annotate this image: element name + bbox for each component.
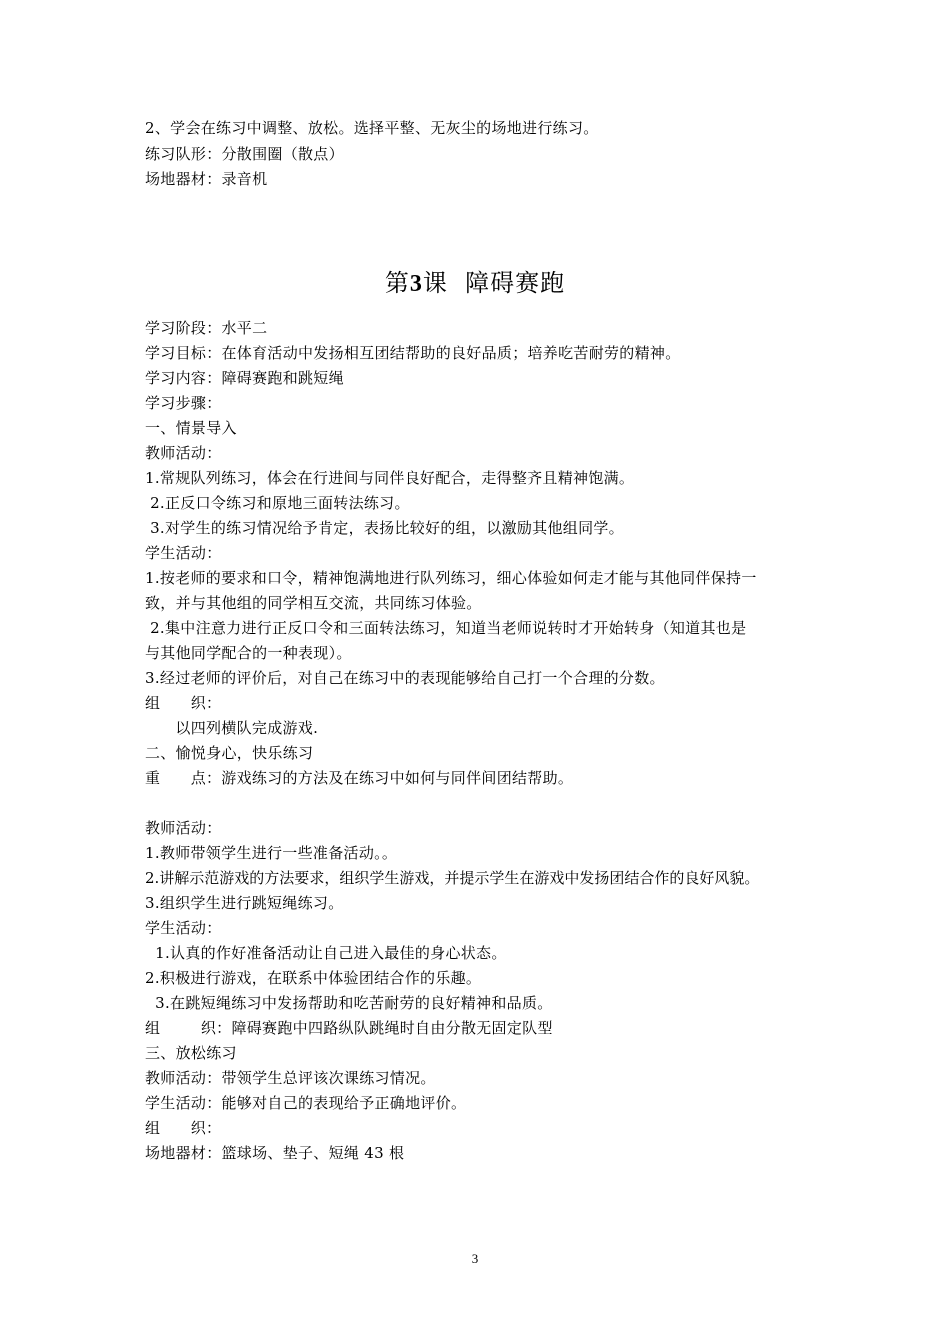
text-line: 3.对学生的练习情况给予肯定，表扬比较好的组，以激励其他组同学。 — [145, 519, 624, 537]
text-line: 致，并与其他组的同学相互交流，共同练习体验。 — [145, 594, 482, 612]
text-line: 2、学会在练习中调整、放松。选择平整、无灰尘的场地进行练习。 — [145, 119, 599, 137]
text-line: 学生活动： — [145, 919, 222, 937]
text-line: 学生活动： — [145, 544, 222, 562]
text-line: 3.在跳短绳练习中发扬帮助和吃苦耐劳的良好精神和品质。 — [145, 994, 553, 1012]
text-line: 教师活动：带领学生总评该次课练习情况。 — [145, 1069, 436, 1087]
lesson-title — [0, 268, 950, 299]
text-line: 重 点：游戏练习的方法及在练习中如何与同伴间团结帮助。 — [145, 769, 574, 787]
text-line: 组 织： — [145, 1119, 222, 1137]
text-line: 2.正反口令练习和原地三面转法练习。 — [145, 494, 410, 512]
text-line: 1.按老师的要求和口令，精神饱满地进行队列练习，细心体验如何走才能与其他同伴保持一 — [145, 569, 757, 587]
text-line: 以四列横队完成游戏. — [145, 719, 319, 737]
text-line: 学习内容：障碍赛跑和跳短绳 — [145, 369, 344, 387]
text-line: 组 织： — [145, 694, 222, 712]
section-heading: 二、愉悦身心，快乐练习 — [145, 744, 314, 762]
title-prefix: 第 — [384, 269, 410, 297]
text-line: 学习阶段：水平二 — [145, 319, 268, 337]
text-line: 教师活动： — [145, 819, 222, 837]
text-line: 1.常规队列练习，体会在行进间与同伴良好配合，走得整齐且精神饱满。 — [145, 469, 635, 487]
title-suffix: 课 障碍赛跑 — [422, 269, 566, 297]
text-line: 学习步骤： — [145, 394, 222, 412]
section-heading: 一、情景导入 — [145, 419, 237, 437]
text-line: 3.组织学生进行跳短绳练习。 — [145, 894, 344, 912]
text-line: 练习队形：分散围圈（散点） — [145, 145, 344, 163]
text-line: 1.认真的作好准备活动让自己进入最佳的身心状态。 — [145, 944, 507, 962]
text-line: 与其他同学配合的一种表现）。 — [145, 644, 352, 662]
text-line: 组 织：障碍赛跑中四路纵队跳绳时自由分散无固定队型 — [145, 1019, 553, 1037]
title-number: 3 — [409, 271, 423, 297]
section-heading: 三、放松练习 — [145, 1044, 237, 1062]
text-line: 1.教师带领学生进行一些准备活动。。 — [145, 844, 398, 862]
text-line: 场地器材：录音机 — [145, 170, 268, 188]
text-line: 学生活动：能够对自己的表现给予正确地评价。 — [145, 1094, 467, 1112]
text-line: 2.讲解示范游戏的方法要求，组织学生游戏，并提示学生在游戏中发扬团结合作的良好风貌。 — [145, 869, 760, 887]
text-line: 3.经过老师的评价后，对自己在练习中的表现能够给自己打一个合理的分数。 — [145, 669, 665, 687]
text-line: 学习目标：在体育活动中发扬相互团结帮助的良好品质；培养吃苦耐劳的精神。 — [145, 344, 681, 362]
text-line: 场地器材：篮球场、垫子、短绳 43 根 — [145, 1144, 405, 1162]
text-line: 2.积极进行游戏，在联系中体验团结合作的乐趣。 — [145, 969, 482, 987]
page-number: 3 — [471, 1251, 479, 1266]
text-line: 教师活动： — [145, 444, 222, 462]
text-line: 2.集中注意力进行正反口令和三面转法练习，知道当老师说转时才开始转身（知道其也是 — [145, 619, 747, 637]
